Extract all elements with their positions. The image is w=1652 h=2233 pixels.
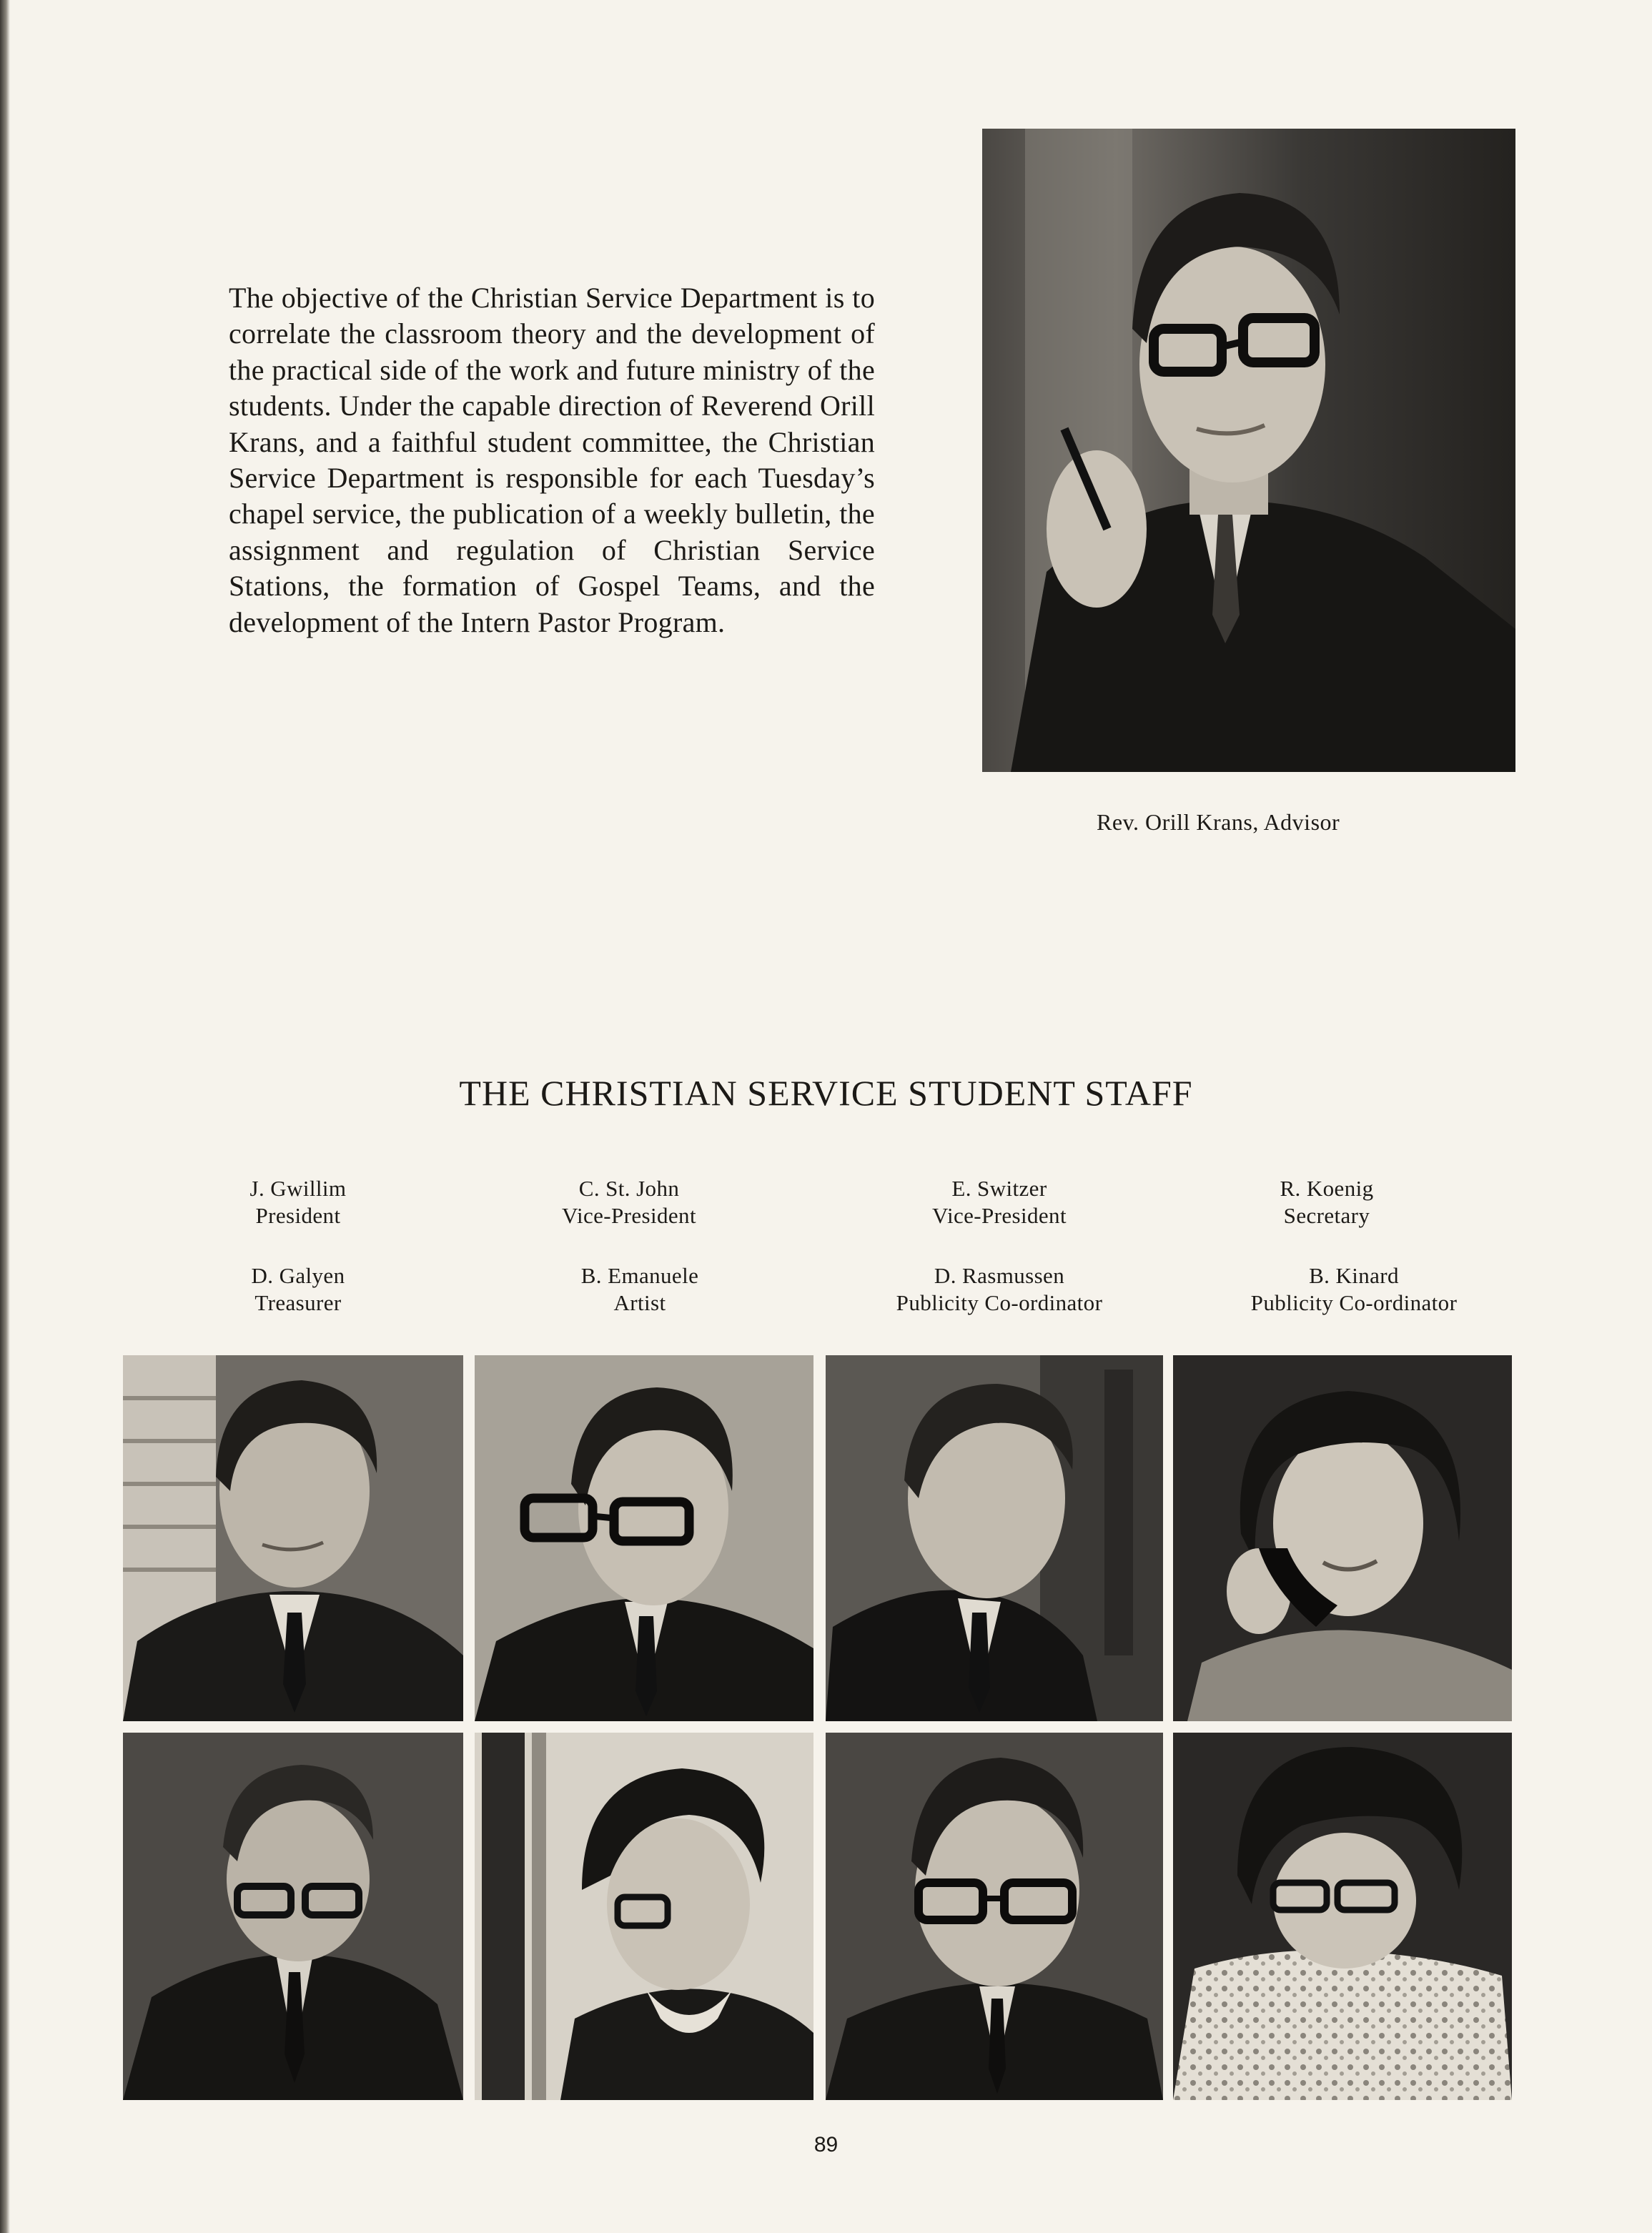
- staff-entry: [461, 1175, 797, 1229]
- staff-role: Treasurer: [254, 1290, 342, 1315]
- staff-name: B. Emanuele: [580, 1263, 699, 1288]
- staff-entry: [130, 1175, 466, 1229]
- staff-role: Publicity Co-ordinator: [1250, 1290, 1458, 1315]
- staff-role: President: [255, 1203, 341, 1228]
- staff-name: E. Switzer: [951, 1176, 1047, 1201]
- staff-name: J. Gwillim: [249, 1176, 347, 1201]
- staff-photo-switzer: [826, 1355, 1163, 1721]
- section-title: THE CHRISTIAN SERVICE STUDENT STAFF: [459, 1072, 1193, 1113]
- binding-edge: [0, 0, 10, 2233]
- staff-entry: [1186, 1262, 1522, 1317]
- staff-photo-galyen: [123, 1733, 463, 2100]
- staff-name: D. Galyen: [251, 1263, 345, 1288]
- staff-photo-gwillim: [123, 1355, 463, 1721]
- staff-role: Artist: [613, 1290, 666, 1315]
- staff-role: Vice-President: [932, 1203, 1067, 1228]
- staff-role: Vice-President: [562, 1203, 696, 1228]
- staff-photo-kinard: [1173, 1733, 1512, 2100]
- intro-paragraph: The objective of the Christian Service Department is to correlate the classroom theory and the development of the practical side of the work and future ministry of the students. Under the capable direction of Reverend Orill Krans, and a faithful student committee, the Christian Service Department is responsible for each Tuesday’s chapel service, the publication of a weekly bulletin, the assignment and regulation of Christian Service Stations, the formation of Gospel Teams, and the development of the Intern Pastor Program.: [229, 282, 875, 638]
- advisor-caption: Rev. Orill Krans, Advisor: [1097, 809, 1340, 835]
- staff-entry: [472, 1262, 808, 1317]
- advisor-photo: [982, 129, 1515, 772]
- staff-entry: [1159, 1175, 1495, 1229]
- staff-role: Secretary: [1283, 1203, 1370, 1228]
- staff-entry: [831, 1175, 1167, 1229]
- staff-role: Publicity Co-ordinator: [896, 1290, 1103, 1315]
- staff-photo-rasmussen: [826, 1733, 1163, 2100]
- staff-entry: [831, 1262, 1167, 1317]
- staff-name: D. Rasmussen: [934, 1263, 1065, 1288]
- staff-photo-emanuele: [475, 1733, 813, 2100]
- staff-name: B. Kinard: [1309, 1263, 1399, 1288]
- page-number: 89: [813, 2133, 839, 2157]
- staff-photo-st-john: [475, 1355, 813, 1721]
- staff-name: C. St. John: [578, 1176, 680, 1201]
- staff-photo-koenig: [1173, 1355, 1512, 1721]
- staff-entry: [130, 1262, 466, 1317]
- staff-name: R. Koenig: [1280, 1176, 1374, 1201]
